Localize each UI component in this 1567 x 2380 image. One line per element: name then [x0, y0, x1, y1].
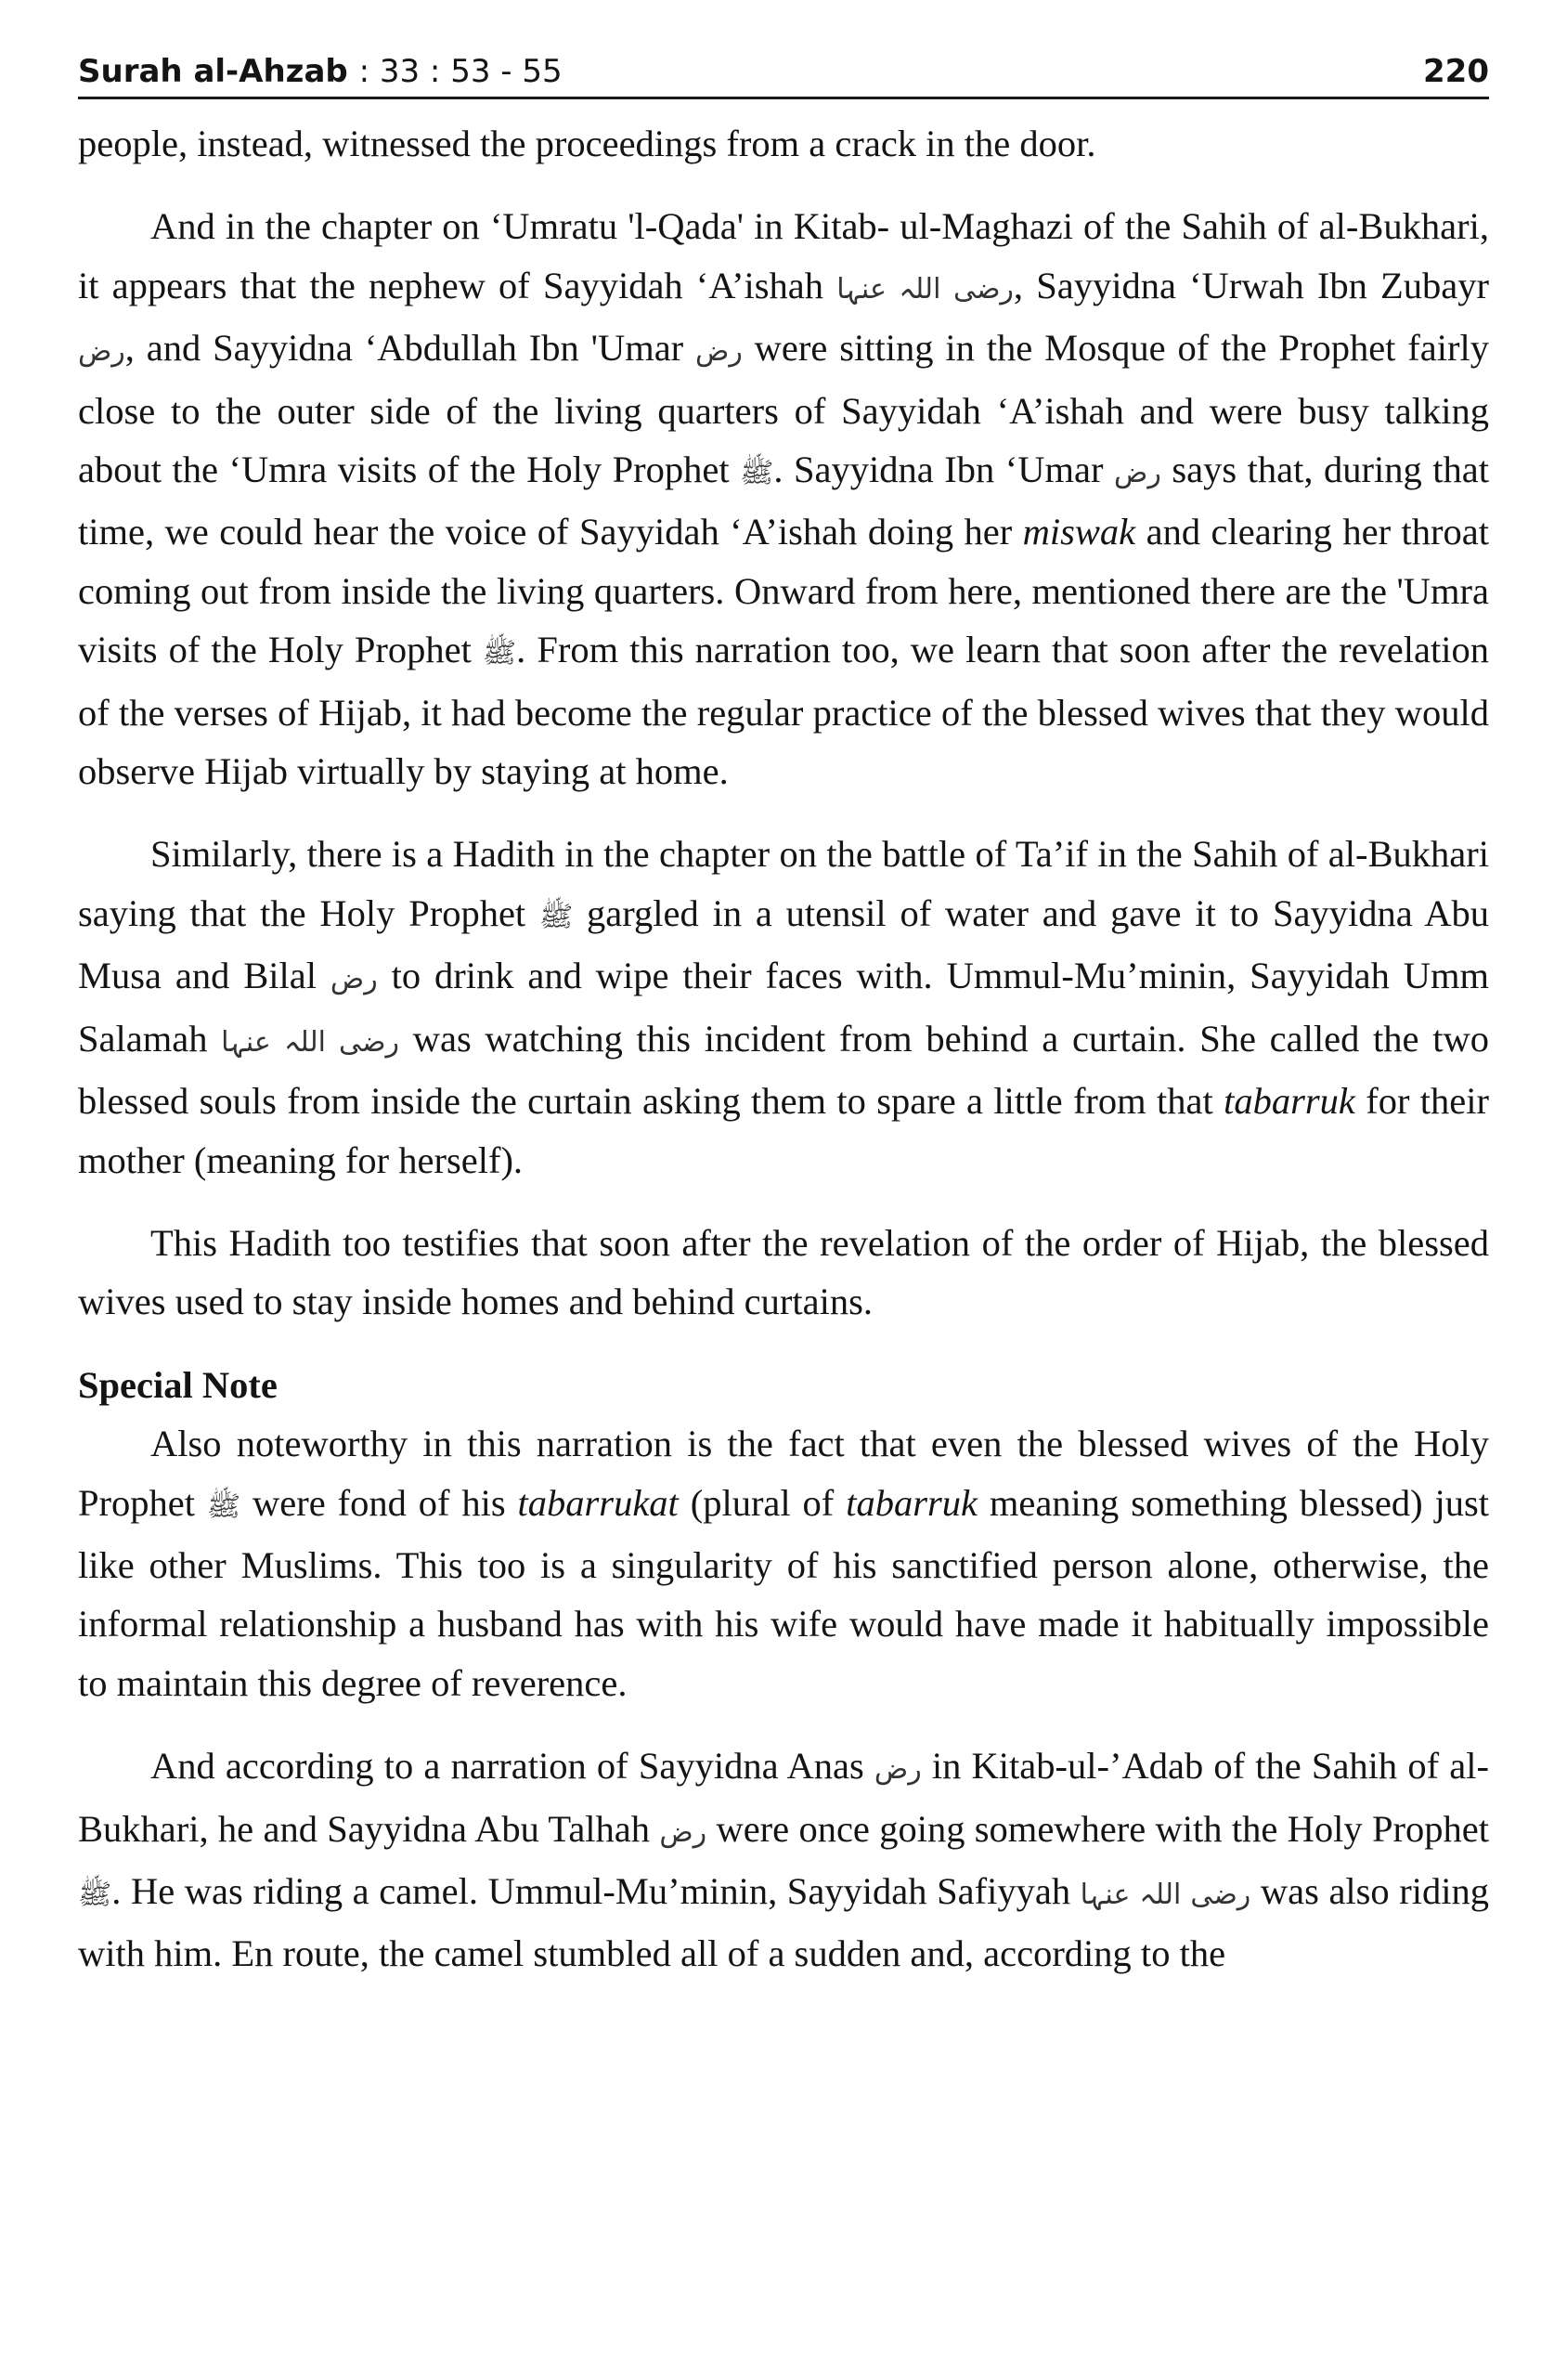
- honorific-symbol: رض: [659, 1815, 707, 1849]
- honorific-symbol: رض: [874, 1753, 922, 1787]
- text-run: And according to a narration of Sayyidna Anas: [150, 1745, 874, 1788]
- section-heading-special-note: Special Note: [78, 1363, 278, 1406]
- text-run: to drink and wipe their faces with. Ummul-Mu’minin, Sayyidah Umm Salamah: [78, 955, 1489, 1060]
- header-title: Surah al-Ahzab: [78, 53, 348, 90]
- book-page: [78, 48, 1489, 2008]
- paragraph-narration-anas: [78, 1736, 1489, 1983]
- honorific-symbol: رضی اللہ عنہا: [836, 272, 1014, 306]
- header-chapter: [78, 53, 563, 90]
- paragraph-battle-of-taif: [78, 825, 1489, 1189]
- text-run: and clearing her throat coming out from inside the living quarters. Onward from here, mentioned there are the 'Umra visits of the Holy Prophet: [78, 511, 1489, 671]
- honorific-symbol: رض: [1114, 457, 1161, 490]
- text-run: , and Sayyidna ‘Abdullah Ibn 'Umar: [124, 327, 696, 370]
- paragraph-text: This Hadith too testifies that soon after the revelation of the order of Hijab, the blessed wives used to stay inside homes and behind curtains.: [78, 1221, 1489, 1323]
- honorific-symbol: ﷺ: [482, 637, 517, 670]
- text-run: was watching this incident from behind a curtain. She called the two blessed souls from inside the curtain asking them to spare a little from that: [78, 1017, 1489, 1123]
- honorific-symbol: رض: [330, 963, 378, 996]
- honorific-symbol: رض: [695, 335, 743, 369]
- paragraph-umratu-qada: [78, 197, 1489, 800]
- text-run: , Sayyidna ‘Urwah Ibn Zubayr: [1013, 264, 1489, 306]
- honorific-symbol: رضی اللہ عنہا: [1080, 1878, 1251, 1911]
- text-run: was also riding with him. En route, the camel stumbled all of a sudden and, according to the: [78, 1869, 1490, 1975]
- text-run: gargled in a utensil of water and gave it to Sayyidna Abu Musa and Bilal: [78, 891, 1490, 997]
- text-run: . Sayyidna Ibn ‘Umar: [773, 449, 1115, 491]
- text-run: were fond of his: [240, 1481, 518, 1524]
- text-run: were sitting in the Mosque of the Prophet fairly close to the outer side of the living quarters of Sayyidah ‘A’ishah and were busy talking about the ‘Umra visits of the Holy Prophet: [78, 327, 1490, 491]
- paragraph-text: people, instead, witnessed the proceedings from a crack in the door.: [78, 123, 1096, 164]
- text-run: . From this narration too, we learn that soon after the revelation of the verses of Hijab, it had become the regular practice of the blessed wives that they would observe Hijab virtually by staying at home.: [78, 629, 1490, 793]
- running-header: [78, 48, 1489, 99]
- text-run: were once going somewhere with the Holy Prophet: [706, 1807, 1489, 1850]
- text-run: Similarly, there is a Hadith in the chapter on the battle of Ta’if in the Sahih of al-Bukhari saying that the Holy Prophet: [78, 833, 1489, 934]
- honorific-symbol: رض: [78, 335, 125, 369]
- page-number: 220: [1423, 53, 1489, 90]
- text-run: (plural of: [678, 1481, 847, 1524]
- honorific-symbol: ﷺ: [206, 1489, 241, 1523]
- honorific-symbol: ﷺ: [539, 900, 574, 933]
- text-run: meaning something blessed) just like other Muslims. This too is a singularity of his sanctified person alone, otherwise, the informal relationship a husband has with his wife would have made it habitually impossible to maintain this degree of reverence.: [78, 1481, 1489, 1704]
- text-run: And in the chapter on ‘Umratu 'l-Qada' in Kitab- ul-Maghazi of the Sahih of al-Bukhari, it appears that the nephew of Sayyidah ‘A’ishah: [78, 205, 1489, 306]
- page-body: [78, 114, 1489, 1983]
- header-verse-range: : 33 : 53 - 55: [358, 53, 563, 90]
- paragraph-hadith-testifies: [78, 1214, 1489, 1332]
- honorific-symbol: ﷺ: [78, 1878, 112, 1911]
- text-run: . He was riding a camel. Ummul-Mu’minin, Sayyidah Safiyyah: [111, 1869, 1081, 1912]
- text-run: says that, during that time, we could hear the voice of Sayyidah ‘A’ishah doing her: [78, 449, 1490, 553]
- paragraph-special-note: [78, 1414, 1489, 1712]
- paragraph-continued: [78, 114, 1489, 173]
- text-run: in Kitab-ul-’Adab of the Sahih of al-Bukhari, he and Sayyidna Abu Talhah: [78, 1745, 1489, 1850]
- italic-term: miswak: [1022, 511, 1136, 553]
- italic-term: tabarrukat: [517, 1481, 679, 1524]
- text-run: for their mother (meaning for herself).: [78, 1080, 1489, 1181]
- honorific-symbol: ﷺ: [740, 457, 774, 490]
- text-run: Also noteworthy in this narration is the fact that even the blessed wives of the Holy Prophet: [78, 1423, 1489, 1524]
- italic-term: tabarruk: [846, 1481, 978, 1524]
- honorific-symbol: رضی اللہ عنہا: [221, 1025, 400, 1059]
- italic-term: tabarruk: [1224, 1080, 1355, 1123]
